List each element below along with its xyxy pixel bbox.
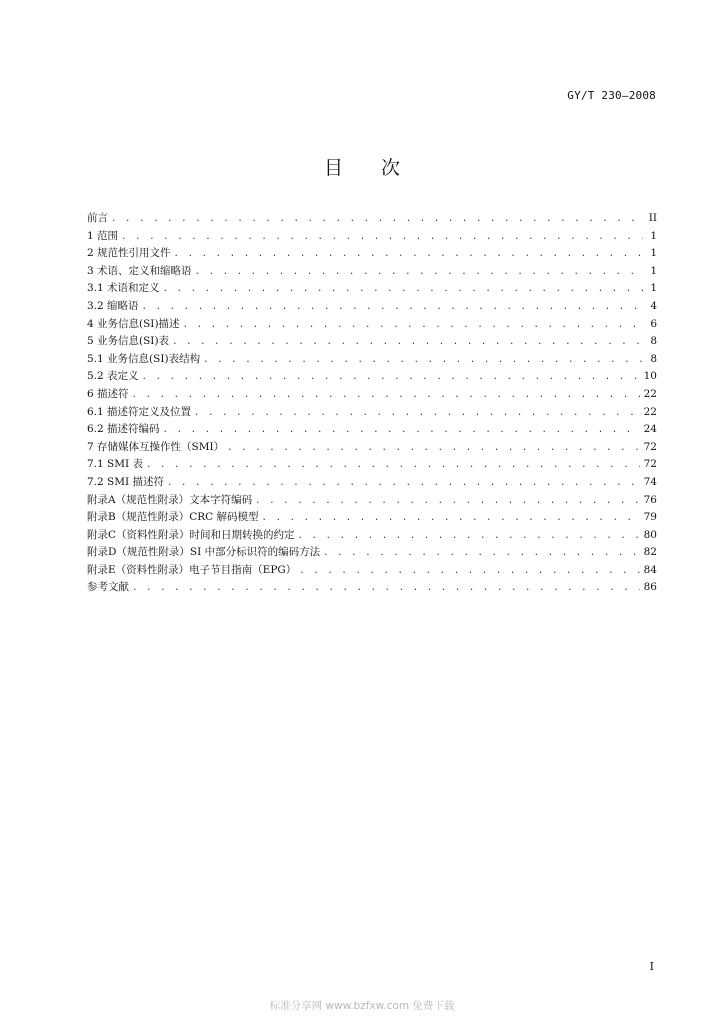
toc-entry-page: 79 <box>643 511 657 524</box>
toc-entry-label: 7.1 SMI 表 <box>87 458 143 471</box>
toc-dot-leader <box>121 229 643 247</box>
toc-dot-leader <box>132 387 640 405</box>
table-of-contents <box>87 210 657 597</box>
toc-dot-leader <box>299 563 639 581</box>
toc-entry-page: 6 <box>650 317 657 330</box>
toc-dot-leader <box>132 580 640 598</box>
watermark: 标准分享网 www.bzfxw.com 免费下载 <box>269 1000 455 1012</box>
toc-entry[interactable] <box>87 351 657 369</box>
toc-entry-label: 6.1 描述符定义及位置 <box>87 405 192 418</box>
toc-entry-page: 74 <box>643 475 657 488</box>
toc-dot-leader <box>172 334 643 352</box>
toc-entry-label: 7.2 SMI 描述符 <box>87 475 164 488</box>
toc-dot-leader <box>142 369 640 387</box>
toc-entry[interactable] <box>87 245 657 263</box>
toc-entry-page: 86 <box>643 581 657 594</box>
toc-entry[interactable] <box>87 509 657 527</box>
toc-entry-label: 附录B（规范性附录）CRC 解码模型 <box>87 511 259 524</box>
toc-entry-label: 5 业务信息(SI)表 <box>87 335 170 348</box>
toc-entry-label: 3.2 缩略语 <box>87 299 139 312</box>
toc-dot-leader <box>174 246 643 264</box>
standard-code: GY/T 230—2008 <box>567 89 656 102</box>
toc-entry-label: 附录D（规范性附录）SI 中部分标识符的编码方法 <box>87 546 321 559</box>
toc-entry-label: 1 范围 <box>87 229 119 242</box>
toc-entry[interactable] <box>87 280 657 298</box>
toc-entry-page: 10 <box>643 370 657 383</box>
toc-entry-label: 参考文献 <box>87 581 129 594</box>
toc-entry-page: 1 <box>650 282 657 295</box>
toc-entry-page: 22 <box>643 405 657 418</box>
toc-entry-page: 8 <box>650 352 657 365</box>
toc-entry[interactable] <box>87 492 657 510</box>
toc-entry-page: 1 <box>650 247 657 260</box>
toc-entry-page: 1 <box>650 264 657 277</box>
toc-entry[interactable] <box>87 298 657 316</box>
toc-entry-page: 22 <box>643 387 657 400</box>
toc-entry-label: 前言 <box>87 212 108 224</box>
toc-dot-leader <box>323 545 640 563</box>
toc-entry-label: 附录E（资料性附录）电子节目指南（EPG） <box>87 563 297 576</box>
toc-dot-leader <box>111 211 643 229</box>
toc-entry-page: 80 <box>643 528 657 541</box>
toc-entry-page: 72 <box>643 440 657 453</box>
toc-entry-label: 6 描述符 <box>87 387 129 400</box>
toc-dot-leader <box>142 299 643 317</box>
toc-entry[interactable] <box>87 544 657 562</box>
toc-entry-label: 2 规范性引用文件 <box>87 247 171 260</box>
toc-entry[interactable] <box>87 404 657 422</box>
toc-entry-page: 84 <box>643 563 657 576</box>
page-number: I <box>649 960 654 973</box>
toc-entry-label: 5.1 业务信息(SI)表结构 <box>87 352 201 365</box>
toc-dot-leader <box>167 475 640 493</box>
toc-entry-page: 8 <box>650 335 657 348</box>
toc-entry-page: 82 <box>643 546 657 559</box>
toc-entry-page: 1 <box>650 229 657 242</box>
page-title: 目 次 <box>323 157 401 179</box>
toc-dot-leader <box>195 264 643 282</box>
toc-entry[interactable] <box>87 527 657 545</box>
toc-entry[interactable] <box>87 210 657 228</box>
toc-dot-leader <box>163 281 643 299</box>
toc-entry-label: 7 存储媒体互操作性（SMI） <box>87 440 225 453</box>
toc-entry[interactable] <box>87 368 657 386</box>
toc-dot-leader <box>194 405 640 423</box>
toc-dot-leader <box>298 528 640 546</box>
toc-dot-leader <box>163 422 640 440</box>
toc-dot-leader <box>227 440 640 458</box>
toc-entry-page: 76 <box>643 493 657 506</box>
toc-entry-page: II <box>648 212 657 224</box>
toc-dot-leader <box>183 317 643 335</box>
toc-entry[interactable] <box>87 421 657 439</box>
toc-entry[interactable] <box>87 579 657 597</box>
toc-entry-label: 4 业务信息(SI)描述 <box>87 317 180 330</box>
toc-entry[interactable] <box>87 333 657 351</box>
toc-entry-label: 附录C（资料性附录）时间和日期转换的约定 <box>87 528 295 541</box>
toc-entry[interactable] <box>87 228 657 246</box>
toc-entry[interactable] <box>87 562 657 580</box>
toc-entry[interactable] <box>87 263 657 281</box>
toc-entry-label: 5.2 表定义 <box>87 370 139 383</box>
toc-entry[interactable] <box>87 386 657 404</box>
toc-entry[interactable] <box>87 316 657 334</box>
toc-dot-leader <box>146 457 640 475</box>
toc-dot-leader <box>255 493 640 511</box>
toc-entry[interactable] <box>87 456 657 474</box>
toc-entry-page: 72 <box>643 458 657 471</box>
toc-entry[interactable] <box>87 439 657 457</box>
toc-entry-label: 附录A（规范性附录）文本字符编码 <box>87 493 253 506</box>
toc-entry-label: 6.2 描述符编码 <box>87 423 160 436</box>
toc-entry-label: 3.1 术语和定义 <box>87 282 160 295</box>
toc-entry-page: 24 <box>643 423 657 436</box>
toc-entry-label: 3 术语、定义和缩略语 <box>87 264 192 277</box>
toc-dot-leader <box>262 510 640 528</box>
toc-dot-leader <box>203 352 643 370</box>
toc-entry-page: 4 <box>650 299 657 312</box>
toc-entry[interactable] <box>87 474 657 492</box>
